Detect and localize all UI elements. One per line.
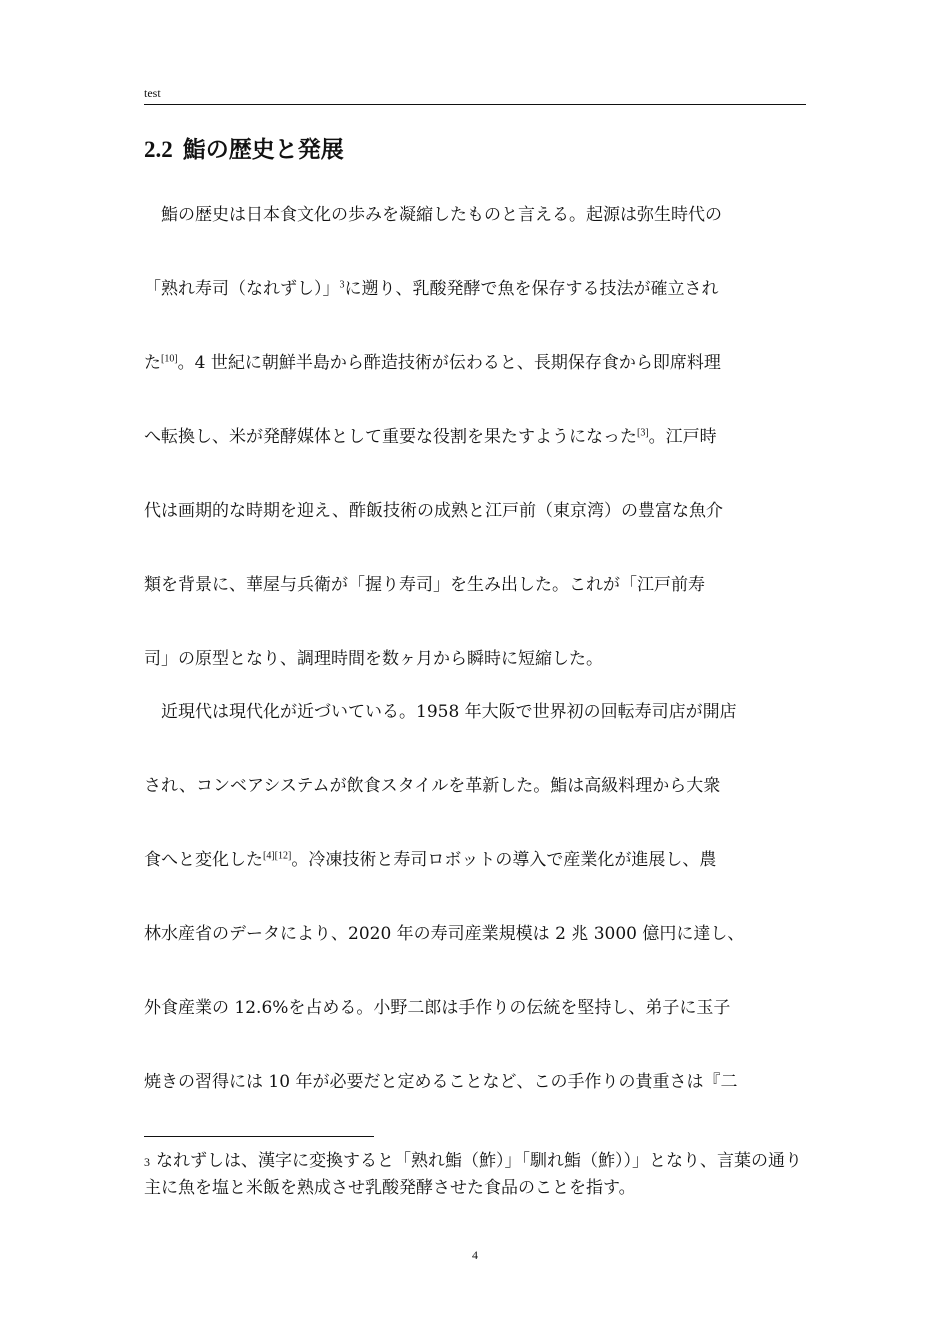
section-heading <box>144 131 344 164</box>
line-text: 鮨の歴史は日本食文化の歩みを凝縮したものと言える。起源は弥生時代の <box>144 205 722 225</box>
line-text: 類を背景に、華屋与兵衛が「握り寿司」を生み出した。これが「江戸前寿 <box>144 575 705 595</box>
footnote <box>144 1148 806 1201</box>
citation-ref[interactable]: [4][12] <box>263 850 292 862</box>
page-header <box>144 86 806 105</box>
line-text: 。4 世紀に朝鮮半島から酢造技術が伝わると、長期保存食から即席料理 <box>177 353 721 373</box>
footnote-divider <box>144 1136 374 1137</box>
citation-ref[interactable]: [10] <box>161 353 178 365</box>
line-text: へ転換し、米が発酵媒体として重要な役割を果たすようになった <box>144 427 637 447</box>
line-text: 司」の原型となり、調理時間を数ヶ月から瞬時に短縮した。 <box>144 649 603 669</box>
text-line <box>144 916 807 953</box>
citation-ref[interactable]: [3] <box>637 427 649 439</box>
text-line <box>144 990 807 1027</box>
body-text <box>144 197 807 1138</box>
line-text: 。江戸時 <box>648 427 717 447</box>
line-text: 焼きの習得には 10 年が必要だと定めることなど、この手作りの貴重さは『二 <box>144 1072 738 1092</box>
line-text: 代は画期的な時期を迎え、酢飯技術の成熟と江戸前（東京湾）の豊富な魚介 <box>144 501 724 521</box>
text-line <box>144 694 807 731</box>
text-line <box>144 493 807 530</box>
text-line <box>144 419 807 456</box>
text-line <box>144 197 807 234</box>
line-text: 。冷凍技術と寿司ロボットの導入で産業化が進展し、農 <box>291 850 717 870</box>
section-number: 2.2 <box>144 137 173 162</box>
line-text: され、コンベアシステムが飲食スタイルを革新した。鮨は高級料理から大衆 <box>144 776 721 796</box>
line-text: 近現代は現代化が近づいている。1958 年大阪で世界初の回転寿司店が開店 <box>144 702 737 722</box>
line-text: 林水産省のデータにより、2020 年の寿司産業規模は 2 兆 3000 億円に達し、 <box>144 924 745 944</box>
footnote-ref[interactable]: 3 <box>339 279 345 291</box>
paragraph <box>144 694 807 1101</box>
text-line <box>144 1064 807 1101</box>
text-line <box>144 271 807 308</box>
line-text: た <box>144 353 161 373</box>
line-text: 外食産業の 12.6%を占める。小野二郎は手作りの伝統を堅持し、弟子に玉子 <box>144 998 731 1018</box>
text-line <box>144 842 807 879</box>
page-number: 4 <box>472 1248 478 1262</box>
text-line <box>144 641 807 678</box>
line-text: 「熟れ寿司（なれずし）」 <box>144 279 340 299</box>
paragraph <box>144 197 807 678</box>
header-text: test <box>144 86 161 100</box>
text-line <box>144 345 807 382</box>
text-line <box>144 567 807 604</box>
section-title: 鮨の歴史と発展 <box>182 136 344 163</box>
line-text: に遡り、乳酸発酵で魚を保存する技法が確立され <box>344 279 719 299</box>
footnote-text: なれずしは、漢字に変換すると「熟れ鮨（鮓）」「馴れ鮨（鮓））」となり、言葉の通り主に魚を塩と米飯を熟成させ乳酸発酵させた食品のことを指す。 <box>144 1151 802 1198</box>
text-line <box>144 768 807 805</box>
line-text: 食へと変化した <box>144 850 263 870</box>
footnote-mark: 3 <box>144 1155 150 1169</box>
